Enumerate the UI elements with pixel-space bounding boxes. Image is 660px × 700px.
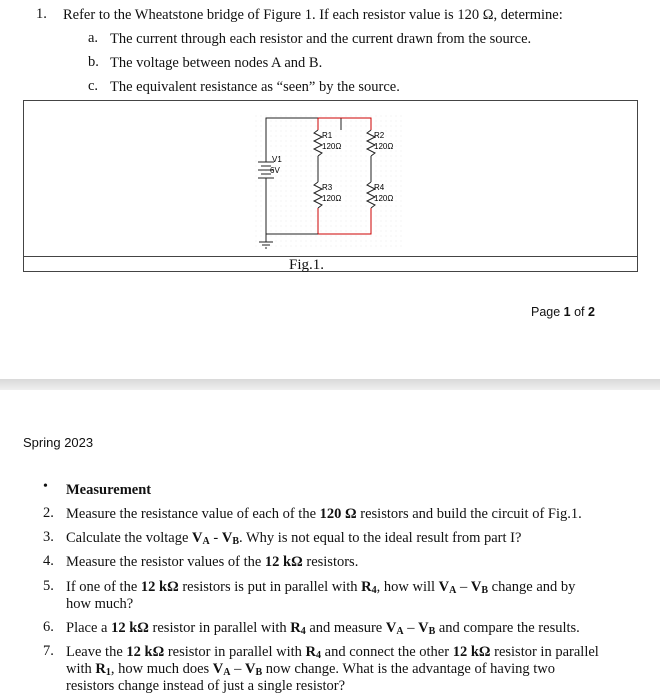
r2-name: R2 [374,131,385,140]
r1-name: R1 [322,131,333,140]
item-c-text: The equivalent resistance as “seen” by the source. [110,79,400,95]
r2-value: 120Ω [374,142,394,151]
page-separator [0,379,660,390]
item-7-text: Leave the 12 kΩ resistor in parallel with $R_4$ and connect the other 12 kΩ resistor in parallel [66,644,599,661]
item-5-text-cont: how much? [66,596,134,612]
item-number-7: 7. [43,643,54,659]
item-4-text: Measure the resistor values of the 12 kΩ resistors. [66,554,359,570]
item-number-5: 5. [43,578,54,594]
item-number-3: 3. [43,529,54,545]
question-number: 1. [36,6,47,22]
item-number-2: 2. [43,505,54,521]
bullet-icon: • [43,479,48,494]
wheatstone-circuit [240,110,410,260]
item-number-4: 4. [43,553,54,569]
section-heading: Measurement [66,482,152,498]
semester-label: Spring 2023 [23,435,94,450]
figure-caption: Fig.1. [289,257,325,273]
r4-value: 120Ω [374,194,394,203]
page-label: Page 1 of 2 [531,305,595,319]
item-a-text: The current through each resistor and the current drawn from the source. [110,31,532,47]
item-2-text: Measure the resistance value of each of the 120 Ω resistors and build the circuit of Fig.1. [66,506,582,522]
item-5-text: If one of the 12 kΩ resistors is put in parallel with $R_4$, how will $V_A - V_B$ change and by [66,579,576,596]
item-number-6: 6. [43,619,54,635]
item-letter-b: b. [88,54,99,70]
r3-value: 120Ω [322,194,342,203]
source-name: V1 [272,155,282,164]
item-7-text-line3: resistors change instead of just a single resistor? [66,678,346,694]
source-value: 6V [270,166,280,175]
item-letter-a: a. [88,30,99,46]
item-6-text: Place a 12 kΩ resistor in parallel with $R_4$ and measure $V_A - V_B$ and compare the results. [66,620,580,637]
item-7-text-line2: with $R_1$, how much does $V_A - V_B$ now change. What is the advantage of having two [66,661,556,678]
item-b-text: The voltage between nodes A and B. [110,55,323,71]
item-letter-c: c. [88,78,99,94]
r1-value: 120Ω [322,142,342,151]
question-intro: Refer to the Wheatstone bridge of Figure 1. If each resistor value is 120 Ω, determine: [63,7,563,23]
item-3-text: Calculate the voltage $V_A - V_B$. Why is not equal to the ideal result from part I? [66,530,522,547]
r3-name: R3 [322,183,333,192]
r4-name: R4 [374,183,385,192]
